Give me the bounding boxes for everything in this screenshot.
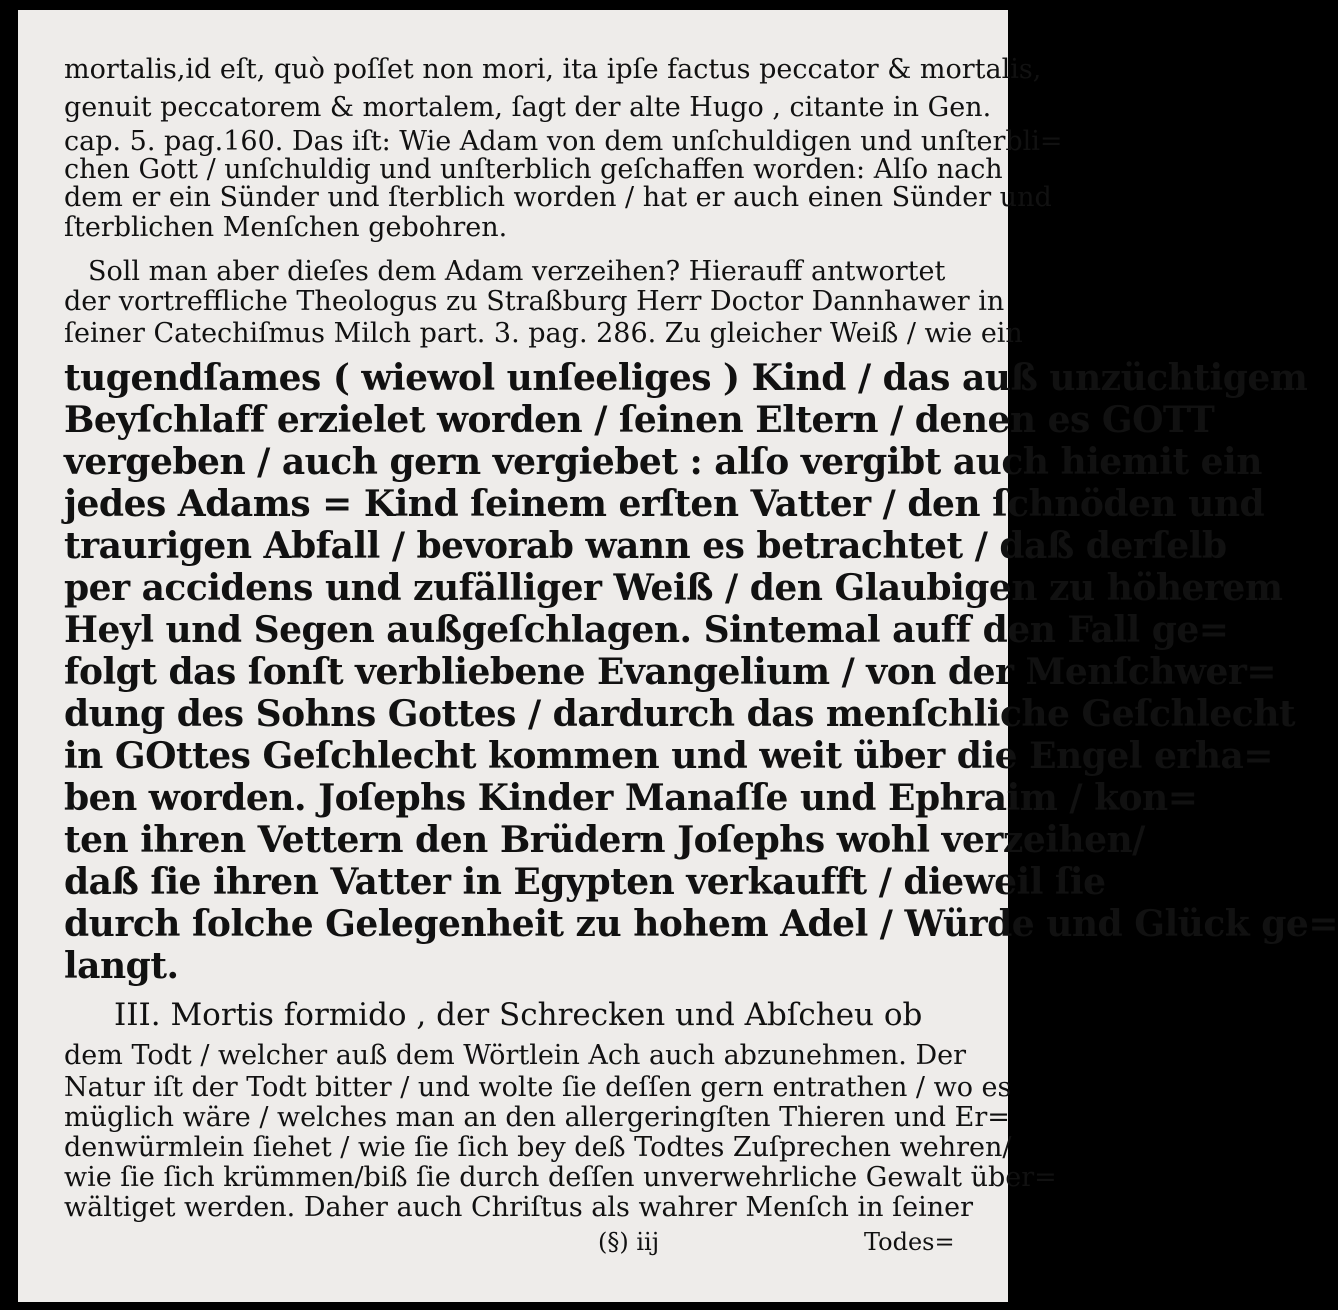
- text-line: ben worden. Joſephs Kinder Manaſſe und Ephraim / kon=: [64, 777, 1198, 819]
- text-line: ten ihren Vettern den Brüdern Joſephs wohl verzeihen/: [64, 819, 1145, 861]
- text-line: dem Todt / welcher auß dem Wörtlein Ach auch abzunehmen. Der: [64, 1040, 967, 1071]
- text-line: ſterblichen Menſchen gebohren.: [64, 212, 508, 243]
- text-line: wältiget werden. Daher auch Chriſtus als wahrer Menſch in ſeiner: [64, 1192, 974, 1223]
- text-line: dem er ein Sünder und ſterblich worden / hat er auch einen Sünder und: [64, 182, 1052, 213]
- text-line: cap. 5. pag.160. Das iſt: Wie Adam von dem unſchuldigen und unſterbli=: [64, 126, 1063, 157]
- document-page: [18, 10, 1338, 1302]
- text-line: traurigen Abfall / bevorab wann es betrachtet / daß derſelb: [64, 525, 1227, 567]
- text-line: der vortreffliche Theologus zu Straßburg Herr Doctor Dannhawer in: [64, 286, 1005, 317]
- text-line: Beyſchlaff erzielet worden / ſeinen Eltern / denen es GOTT: [64, 399, 1215, 441]
- text-line: chen Gott / unſchuldig und unſterblich geſchaffen worden: Alſo nach: [64, 154, 1003, 185]
- text-line: dung des Sohns Gottes / dardurch das menſchliche Geſchlecht: [64, 693, 1296, 735]
- text-line: durch ſolche Gelegenheit zu hohem Adel / Würde und Glück ge=: [64, 903, 1338, 945]
- text-line: müglich wäre / welches man an den allergeringſten Thieren und Er=: [64, 1102, 1010, 1133]
- section-heading-line: III. Mortis formido , der Schrecken und Abſcheu ob: [114, 997, 923, 1033]
- signature-mark: (§) iij: [598, 1228, 660, 1256]
- text-line: jedes Adams = Kind ſeinem erſten Vatter / den ſchnöden und: [64, 483, 1265, 525]
- text-line: folgt das ſonſt verbliebene Evangelium / von der Menſchwer=: [64, 651, 1277, 693]
- text-line: daß ſie ihren Vatter in Egypten verkaufft / dieweil ſie: [64, 861, 1106, 903]
- text-line: denwürmlein ſiehet / wie ſie ſich bey deß Todtes Zuſprechen wehren/: [64, 1132, 1012, 1163]
- catchword: Todes=: [864, 1228, 955, 1256]
- text-line: per accidens und zufälliger Weiß / den Glaubigen zu höherem: [64, 567, 1283, 609]
- text-line: genuit peccatorem & mortalem, ſagt der alte Hugo , citante in Gen.: [64, 92, 992, 123]
- text-line: mortalis,id eſt, quò poſſet non mori, ita ipſe factus peccator & mortalis,: [64, 54, 1042, 85]
- text-line: Heyl und Segen außgeſchlagen. Sintemal auff den Fall ge=: [64, 609, 1229, 651]
- text-line: Soll man aber dieſes dem Adam verzeihen? Hierauff antwortet: [88, 256, 946, 287]
- text-line: Natur iſt der Todt bitter / und wolte ſie deſſen gern entrathen / wo es: [64, 1072, 1012, 1103]
- text-line: vergeben / auch gern vergiebet : alſo vergibt auch hiemit ein: [64, 441, 1262, 483]
- text-line: ſeiner Catechiſmus Milch part. 3. pag. 286. Zu gleicher Weiß / wie ein: [64, 318, 1023, 349]
- text-line: wie ſie ſich krümmen/biß ſie durch deſſen unverwehrliche Gewalt über=: [64, 1162, 1057, 1193]
- text-line: in GOttes Geſchlecht kommen und weit über die Engel erha=: [64, 735, 1274, 777]
- text-line: langt.: [64, 945, 179, 987]
- text-line: tugendſames ( wiewol unſeeliges ) Kind / das auß unzüchtigem: [64, 357, 1308, 399]
